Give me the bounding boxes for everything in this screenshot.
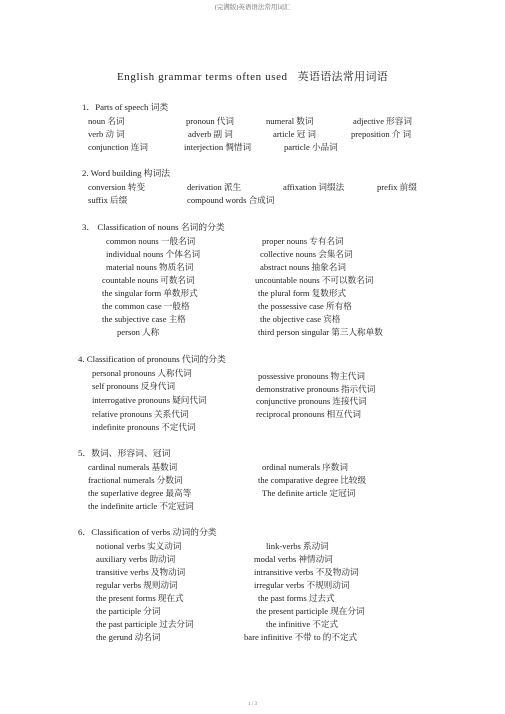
- page-header: (完满版)英语语法常用词汇: [214, 4, 291, 11]
- term: adjective 形容词: [353, 116, 412, 126]
- term: bare infinitive 不带 to 的不定式: [244, 632, 358, 642]
- term: preposition 介 词: [351, 129, 412, 139]
- term: derivation 派生: [187, 182, 242, 192]
- term: ordinal numerals 序数词: [262, 462, 348, 472]
- term: conjunction 连词: [88, 142, 148, 152]
- term: the indefinite article 不定冠词: [88, 501, 194, 511]
- term: notional verbs 实义动词: [96, 541, 182, 551]
- section-heading: 2. Word building 构词法: [82, 168, 171, 178]
- term: the past participle 过去分词: [96, 619, 194, 629]
- term: individual nouns 个体名词: [106, 249, 201, 259]
- term: material nouns 物质名词: [106, 262, 194, 272]
- section-heading: 5．数词、形容词、冠词: [78, 448, 171, 458]
- term: possessive pronouns 物主代词: [258, 371, 365, 381]
- term: person 人称: [117, 327, 160, 337]
- term: abstract nouns 抽象名词: [260, 262, 346, 272]
- term: uncountable nouns 不可以数名词: [255, 275, 374, 285]
- term: the singular form 单数形式: [102, 288, 198, 298]
- term: intransitive verbs 不及物动词: [254, 567, 359, 577]
- term: The definite article 定冠词: [262, 488, 356, 498]
- term: conjunctive pronouns 连接代词: [256, 396, 367, 406]
- page-number: 1 / 3: [248, 702, 257, 707]
- term: self pronouns 反身代词: [92, 381, 176, 391]
- term: proper nouns 专有名词: [262, 236, 344, 246]
- term: affixation 词缀法: [283, 182, 345, 192]
- term: countable nouns 可数名词: [102, 275, 195, 285]
- term: compound words 合成词: [187, 195, 275, 205]
- term: the subjective case 主格: [102, 314, 186, 324]
- term: article 冠 词: [273, 129, 316, 139]
- title-en: English grammar terms often used: [116, 71, 288, 83]
- term: common nouns 一般名词: [106, 236, 196, 246]
- term: fractional numerals 分数词: [88, 475, 183, 485]
- term: noun 名词: [88, 116, 125, 126]
- term: auxiliary verbs 助动词: [96, 554, 176, 564]
- term: the comparative degree 比较级: [258, 475, 367, 485]
- term: the common case 一般格: [102, 301, 190, 311]
- term: the infinitive 不定式: [266, 619, 339, 629]
- section-heading: 4. Classification of pronouns 代词的分类: [78, 354, 226, 364]
- term: adverb 副 词: [188, 129, 233, 139]
- term: transitive verbs 及物动词: [96, 567, 186, 577]
- term: particle 小品词: [284, 142, 338, 152]
- term: the plural form 复数形式: [258, 288, 347, 298]
- term: suffix 后缀: [88, 195, 128, 205]
- term: interjection 惆惜词: [184, 142, 252, 152]
- section-heading: 1．Parts of speech 词类: [82, 102, 169, 112]
- term: the participle 分词: [96, 606, 161, 616]
- term: relative pronouns 关系代词: [92, 409, 189, 419]
- term: the gerund 动名词: [96, 632, 161, 642]
- term: the present forms 现在式: [96, 593, 184, 603]
- term: link-verbs 系动词: [266, 541, 329, 551]
- term: the objective case 宾格: [260, 314, 341, 324]
- title-zh: 英语语法常用词语: [297, 71, 389, 83]
- term: the superlative degree 最高等: [88, 488, 192, 498]
- term: numeral 数词: [266, 116, 314, 126]
- term: the past forms 过去式: [258, 593, 335, 603]
- term: modal verbs 神情动词: [254, 554, 333, 564]
- term: irregular verbs 不规则动词: [254, 580, 350, 590]
- term: interrogative pronouns 疑问代词: [92, 395, 207, 405]
- term: indefinite pronouns 不定代词: [92, 422, 196, 432]
- term: prefix 前缀: [377, 182, 417, 192]
- term: verb 动 词: [88, 129, 125, 139]
- term: demonstrative pronouns 指示代词: [256, 384, 376, 394]
- section-heading: 3． Classification of nouns 名词的分类: [82, 222, 225, 232]
- term: cardinal numerals 基数词: [88, 462, 178, 472]
- term: personal pronouns 人称代词: [92, 368, 192, 378]
- term: the present participle 现在分词: [256, 606, 365, 616]
- term: third person singular 第三人称单数: [258, 327, 383, 337]
- term: reciprocal pronouns 相互代词: [256, 409, 362, 419]
- term: pronoun 代词: [186, 116, 234, 126]
- term: conversion 转变: [88, 182, 146, 192]
- term: collective nouns 会集名词: [260, 249, 353, 259]
- section-heading: 6．Classification of verbs 动词的分类: [78, 527, 217, 537]
- document-title: [0, 68, 505, 84]
- term: the possessive case 所有格: [258, 301, 352, 311]
- term: regular verbs 规则动词: [96, 580, 178, 590]
